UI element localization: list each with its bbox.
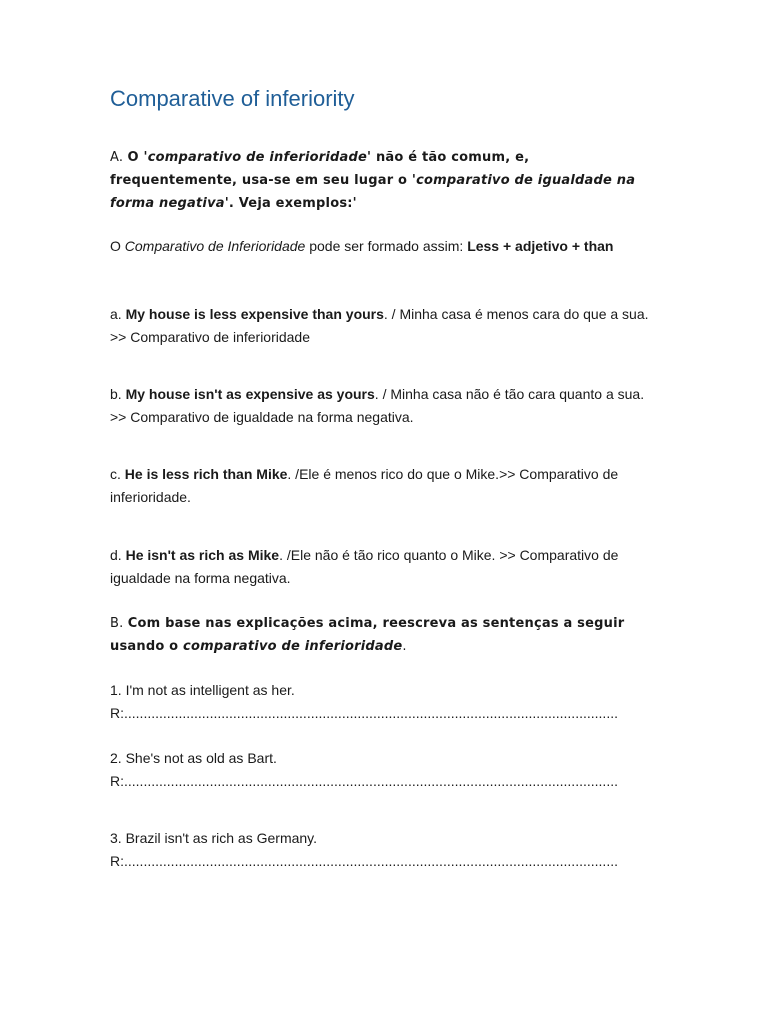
example-label: a. <box>110 306 126 322</box>
exercise-question: 3. Brazil isn't as rich as Germany. <box>110 830 318 846</box>
example-label: b. <box>110 386 126 402</box>
example-sentence: My house is less expensive than yours <box>125 306 384 322</box>
example-b <box>110 383 655 429</box>
formation-text-2: Comparativo de Inferioridade <box>124 238 306 254</box>
example-c <box>110 463 655 509</box>
example-translation: . /Ele é menos rico do que o Mike.>> Comparativo de inferioridade. <box>110 466 619 505</box>
example-label: c. <box>110 466 125 482</box>
page-title: Comparative of inferiority <box>110 86 355 111</box>
section-b-paragraph <box>110 612 655 658</box>
example-a <box>110 303 655 349</box>
exercise-1 <box>110 679 655 725</box>
exercise-3 <box>110 827 655 873</box>
section-a-text-2: 'comparativo de inferioridade' <box>143 150 372 165</box>
section-b-text-1: Com base nas explicações acima, reescreva as sentenças a seguir usando o <box>110 616 625 654</box>
example-sentence: He isn't as rich as Mike <box>125 547 280 563</box>
example-translation: . /Ele não é tão rico quanto o Mike. >> Comparativo de igualdade na forma negativa. <box>110 547 619 586</box>
formation-paragraph <box>110 235 655 258</box>
section-a-paragraph <box>110 146 655 215</box>
section-a-text-5: . Veja exemplos:' <box>228 196 357 211</box>
exercise-answer-line[interactable]: R:............................................................................................................................... <box>110 705 618 721</box>
exercise-question: 2. She's not as old as Bart. <box>110 750 277 766</box>
exercise-question: 1. I'm not as intelligent as her. <box>110 682 295 698</box>
example-d <box>110 544 655 590</box>
section-a-text-4: 'comparativo de igualdade na forma negativa' <box>110 173 636 211</box>
example-translation: . / Minha casa é menos cara do que a sua. >> Comparativo de inferioridade <box>110 306 649 345</box>
formation-text-1: O <box>110 238 125 254</box>
section-b-prefix: B. <box>110 616 128 631</box>
example-translation: . / Minha casa não é tão cara quanto a sua. >> Comparativo de igualdade na forma negativa. <box>110 386 645 425</box>
formation-text-4: Less + adjetivo + than <box>467 238 614 254</box>
example-label: d. <box>110 547 126 563</box>
example-sentence: He is less rich than Mike <box>124 466 288 482</box>
formation-text-3: pode ser formado assim: <box>305 238 468 254</box>
exercise-answer-line[interactable]: R:............................................................................................................................... <box>110 773 618 789</box>
section-b-text-3: . <box>402 639 407 654</box>
section-a-text-3: não é tão comum, e, frequentemente, usa-se em seu lugar o <box>110 150 530 188</box>
section-b-text-2: comparativo de inferioridade <box>183 639 403 654</box>
section-a-text-1: O <box>127 150 144 165</box>
example-sentence: My house isn't as expensive as yours <box>125 386 375 402</box>
section-a-prefix: A. <box>110 150 128 165</box>
exercise-answer-line[interactable]: R:............................................................................................................................... <box>110 853 618 869</box>
exercise-2 <box>110 747 655 793</box>
